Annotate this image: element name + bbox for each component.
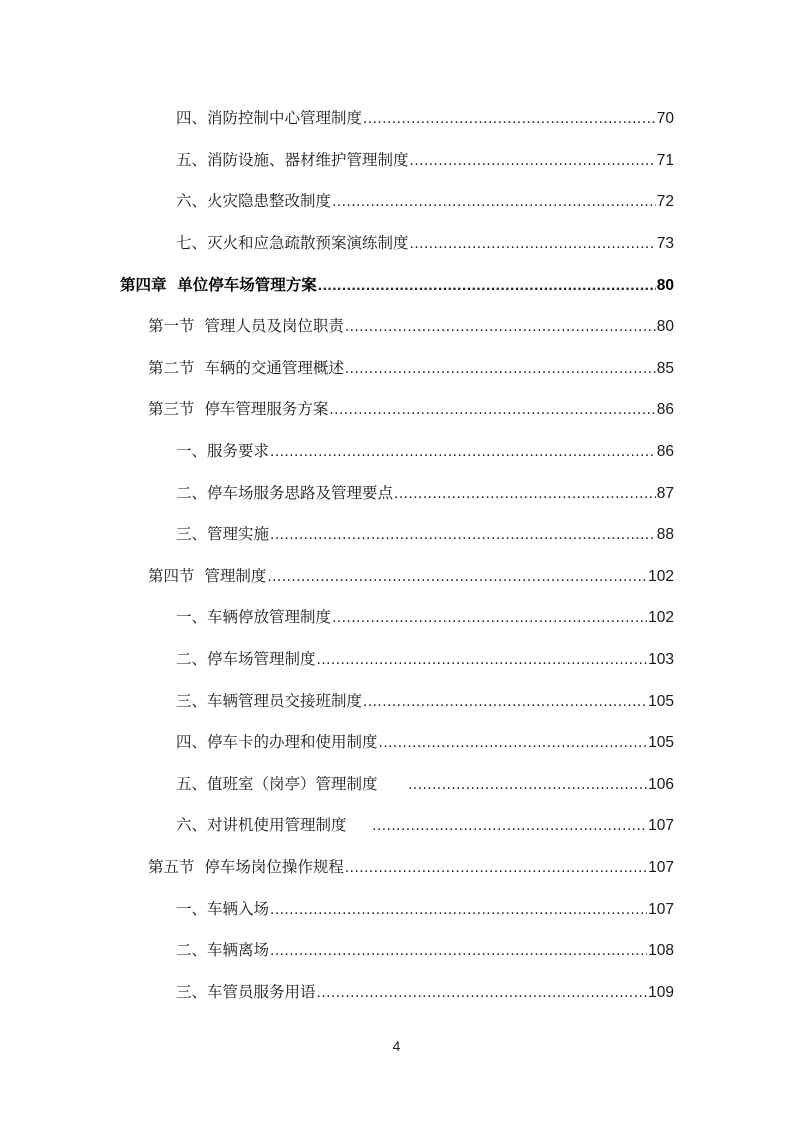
toc-entry-title: 七、灭火和应急疏散预案演练制度 [176, 234, 409, 252]
toc-entry-page: 107 [648, 817, 674, 834]
toc-entry-page: 109 [648, 984, 674, 1001]
toc-entry-page: 70 [656, 110, 674, 127]
toc-entry-title: 第五节 停车场岗位操作规程 [148, 858, 344, 876]
toc-entry-title: 二、停车场服务思路及管理要点 [176, 484, 394, 502]
toc-entry-page: 73 [656, 235, 674, 252]
toc-subsection-entry[interactable] [176, 231, 674, 255]
toc-entry-title: 二、停车场管理制度 [176, 650, 316, 668]
toc-section-entry[interactable] [148, 397, 674, 421]
toc-entry-page: 85 [656, 360, 674, 377]
toc-dot-leader [363, 693, 647, 711]
toc-entry-title: 三、管理实施 [176, 525, 270, 543]
toc-entry-title: 六、火灾隐患整改制度 [176, 192, 332, 210]
toc-entry-title: 一、车辆入场 [176, 900, 270, 918]
toc-dot-leader [345, 318, 656, 336]
toc-entry-page: 108 [648, 942, 674, 959]
toc-entry-page: 105 [648, 693, 674, 710]
toc-entry-title: 第四章 单位停车场管理方案 [120, 276, 317, 294]
toc-dot-leader [332, 193, 656, 211]
toc-subsection-entry[interactable] [176, 813, 674, 837]
toc-subsection-entry[interactable] [176, 689, 674, 713]
toc-subsection-entry[interactable] [176, 522, 674, 546]
toc-entry-page: 103 [648, 651, 674, 668]
toc-entry-title: 第一节 管理人员及岗位职责 [148, 317, 344, 335]
toc-entry-page: 86 [656, 443, 674, 460]
toc-entry-page: 87 [656, 485, 674, 502]
toc-dot-leader [270, 901, 647, 919]
toc-dot-leader [408, 776, 647, 794]
toc-entry-title: 一、车辆停放管理制度 [176, 608, 332, 626]
toc-entry-page: 107 [648, 901, 674, 918]
page-number: 4 [392, 1038, 401, 1054]
toc-dot-leader [317, 651, 648, 669]
toc-entry-page: 71 [656, 152, 674, 169]
toc-subsection-entry[interactable] [176, 439, 674, 463]
toc-section-entry[interactable] [148, 314, 674, 338]
toc-section-entry[interactable] [148, 356, 674, 380]
toc-dot-leader [267, 568, 647, 586]
toc-subsection-entry[interactable] [176, 647, 674, 671]
toc-entry-page: 72 [656, 193, 674, 210]
toc-subsection-entry[interactable] [176, 189, 674, 213]
toc-entry-title: 三、车管员服务用语 [176, 983, 316, 1001]
toc-entry-page: 80 [656, 318, 674, 335]
toc-dot-leader [329, 401, 655, 419]
toc-entry-title: 三、车辆管理员交接班制度 [176, 692, 363, 710]
toc-entry-page: 88 [656, 526, 674, 543]
toc-entry-page: 86 [656, 401, 674, 418]
toc-dot-leader [372, 817, 647, 835]
toc-entry-page: 102 [648, 568, 674, 585]
toc-subsection-entry[interactable] [176, 605, 674, 629]
toc-subsection-entry[interactable] [176, 897, 674, 921]
toc-entry-title: 一、服务要求 [176, 442, 270, 460]
toc-entry-page: 105 [648, 734, 674, 751]
toc-section-entry[interactable] [148, 564, 674, 588]
toc-dot-leader [345, 859, 647, 877]
toc-dot-leader [270, 526, 656, 544]
toc-dot-leader [394, 485, 656, 503]
toc-entry-page: 102 [648, 609, 674, 626]
toc-entry-title: 五、消防设施、器材维护管理制度 [176, 151, 409, 169]
toc-entry-page: 107 [648, 859, 674, 876]
toc-subsection-entry[interactable] [176, 938, 674, 962]
toc-entry-title: 四、停车卡的办理和使用制度 [176, 733, 378, 751]
toc-entry-title: 四、消防控制中心管理制度 [176, 109, 363, 127]
toc-entry-page: 80 [656, 277, 674, 294]
toc-entry-title: 五、值班室（岗亭）管理制度 [176, 775, 408, 793]
toc-dot-leader [318, 277, 656, 295]
toc-chapter-entry[interactable] [120, 273, 674, 297]
toc-subsection-entry[interactable] [176, 106, 674, 130]
toc-entry-page: 106 [648, 776, 674, 793]
toc-dot-leader [270, 443, 656, 461]
toc-dot-leader [410, 235, 656, 253]
toc-subsection-entry[interactable] [176, 730, 674, 754]
toc-dot-leader [379, 734, 648, 752]
toc-entry-title: 六、对讲机使用管理制度 [176, 816, 372, 834]
toc-dot-leader [363, 110, 656, 128]
toc-dot-leader [345, 360, 656, 378]
toc-dot-leader [317, 984, 648, 1002]
toc-entry-title: 第二节 车辆的交通管理概述 [148, 359, 344, 377]
toc-entry-title: 二、车辆离场 [176, 941, 270, 959]
toc-dot-leader [410, 152, 656, 170]
toc-subsection-entry[interactable] [176, 980, 674, 1004]
toc-entry-title: 第三节 停车管理服务方案 [148, 400, 329, 418]
toc-dot-leader [270, 942, 647, 960]
toc-subsection-entry[interactable] [176, 481, 674, 505]
toc-entry-title: 第四节 管理制度 [148, 567, 267, 585]
toc-subsection-entry[interactable] [176, 772, 674, 796]
toc-dot-leader [332, 609, 647, 627]
toc-subsection-entry[interactable] [176, 148, 674, 172]
toc-section-entry[interactable] [148, 855, 674, 879]
